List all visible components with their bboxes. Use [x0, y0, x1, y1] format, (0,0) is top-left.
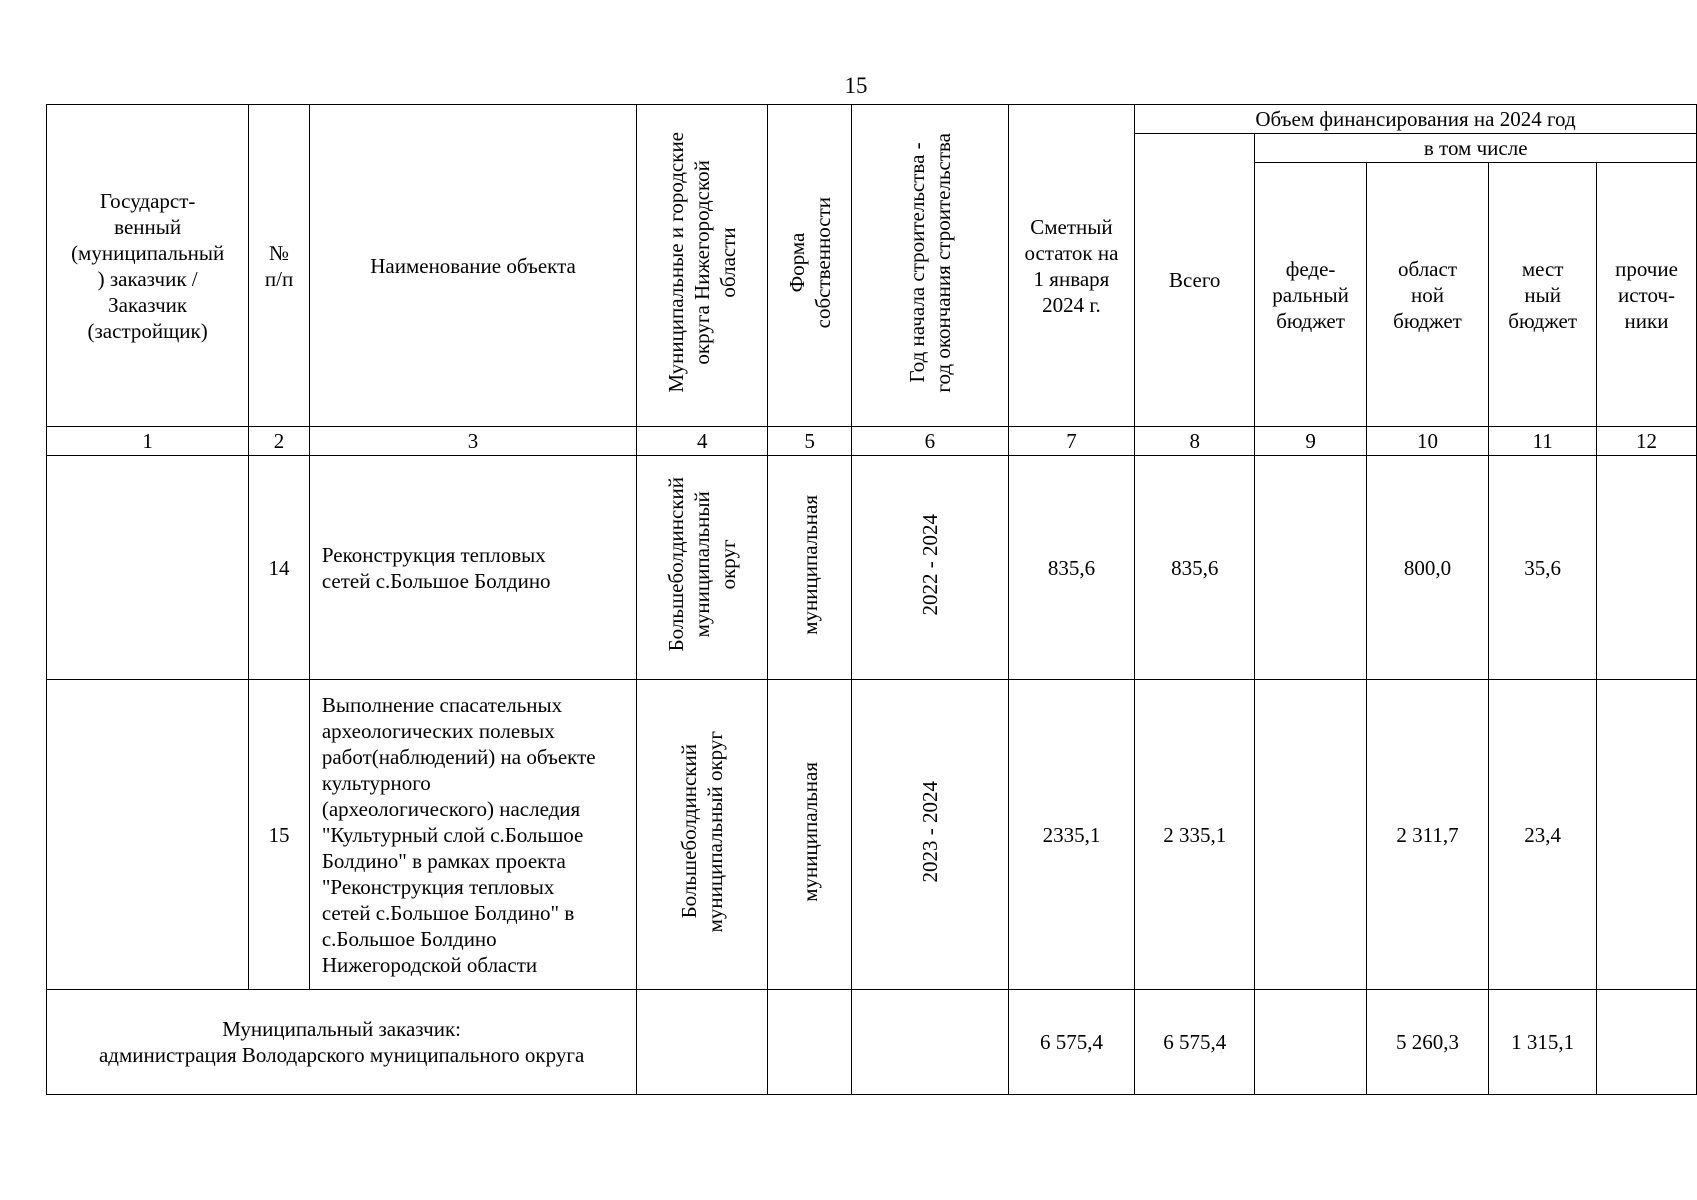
header-including: в том числе	[1255, 134, 1697, 163]
row-number: 14	[249, 456, 310, 680]
financing-table	[46, 104, 1697, 1095]
table-row	[47, 680, 1697, 990]
row-object-name: Реконструкция тепловых сетей с.Большое Болдино	[309, 456, 636, 680]
column-number: 7	[1008, 427, 1134, 456]
row-federal	[1255, 680, 1366, 990]
summary-row	[47, 990, 1697, 1095]
row-ownership: муниципальная	[768, 456, 852, 680]
row-ownership: муниципальная	[768, 680, 852, 990]
row-district: Большеболдинский муниципальный округ	[637, 680, 768, 990]
header-federal: феде- ральный бюджет	[1255, 163, 1366, 427]
row-years: 2023 - 2024	[851, 680, 1008, 990]
header-district: Муниципальные и городские округа Нижегородской области	[637, 105, 768, 427]
summary-district	[637, 990, 768, 1095]
column-number: 1	[47, 427, 249, 456]
row-customer	[47, 456, 249, 680]
row-total: 835,6	[1134, 456, 1254, 680]
summary-regional: 5 260,3	[1366, 990, 1489, 1095]
column-number: 11	[1489, 427, 1597, 456]
page-number: 15	[844, 73, 868, 98]
column-number: 2	[249, 427, 310, 456]
column-number: 5	[768, 427, 852, 456]
header-other: прочие источ- ники	[1597, 163, 1697, 427]
column-number: 9	[1255, 427, 1366, 456]
row-years: 2022 - 2024	[851, 456, 1008, 680]
header-funding-title: Объем финансирования на 2024 год	[1134, 105, 1696, 134]
row-customer	[47, 680, 249, 990]
summary-years	[851, 990, 1008, 1095]
row-other	[1597, 680, 1697, 990]
column-number: 3	[309, 427, 636, 456]
column-number: 4	[637, 427, 768, 456]
summary-federal	[1255, 990, 1366, 1095]
row-local: 35,6	[1489, 456, 1597, 680]
row-estimated-balance: 835,6	[1008, 456, 1134, 680]
row-estimated-balance: 2335,1	[1008, 680, 1134, 990]
row-regional: 800,0	[1366, 456, 1489, 680]
header-object-name: Наименование объекта	[309, 105, 636, 427]
row-number: 15	[249, 680, 310, 990]
column-number-row	[47, 427, 1697, 456]
table-row	[47, 456, 1697, 680]
column-number: 12	[1597, 427, 1697, 456]
header-ownership: Форма собственности	[768, 105, 852, 427]
row-district: Большеболдинский муниципальный округ	[637, 456, 768, 680]
row-regional: 2 311,7	[1366, 680, 1489, 990]
summary-local: 1 315,1	[1489, 990, 1597, 1095]
header-total: Всего	[1134, 134, 1254, 427]
row-other	[1597, 456, 1697, 680]
header-years: Год начала строительства - год окончания строительства	[851, 105, 1008, 427]
column-number: 6	[851, 427, 1008, 456]
summary-label: Муниципальный заказчик: администрация Володарского муниципального округа	[47, 990, 637, 1095]
header-number: № п/п	[249, 105, 310, 427]
header-regional: област ной бюджет	[1366, 163, 1489, 427]
header-estimated-balance: Сметный остаток на 1 января 2024 г.	[1008, 105, 1134, 427]
column-number: 10	[1366, 427, 1489, 456]
summary-estimated-balance: 6 575,4	[1008, 990, 1134, 1095]
row-object-name: Выполнение спасательных археологических полевых работ(наблюдений) на объекте культурного (археологического) наследия "Культурный слой с.Большое Болдино" в рамках проекта "Реконструкция тепловых сетей с.Большое Болдино" в с.Большое Болдино Нижегородской области	[309, 680, 636, 990]
row-local: 23,4	[1489, 680, 1597, 990]
column-number: 8	[1134, 427, 1254, 456]
summary-other	[1597, 990, 1697, 1095]
header-customer: Государст- венный (муниципальный ) заказчик / Заказчик (застройщик)	[47, 105, 249, 427]
summary-total: 6 575,4	[1134, 990, 1254, 1095]
row-total: 2 335,1	[1134, 680, 1254, 990]
row-federal	[1255, 456, 1366, 680]
header-local: мест ный бюджет	[1489, 163, 1597, 427]
summary-ownership	[768, 990, 852, 1095]
